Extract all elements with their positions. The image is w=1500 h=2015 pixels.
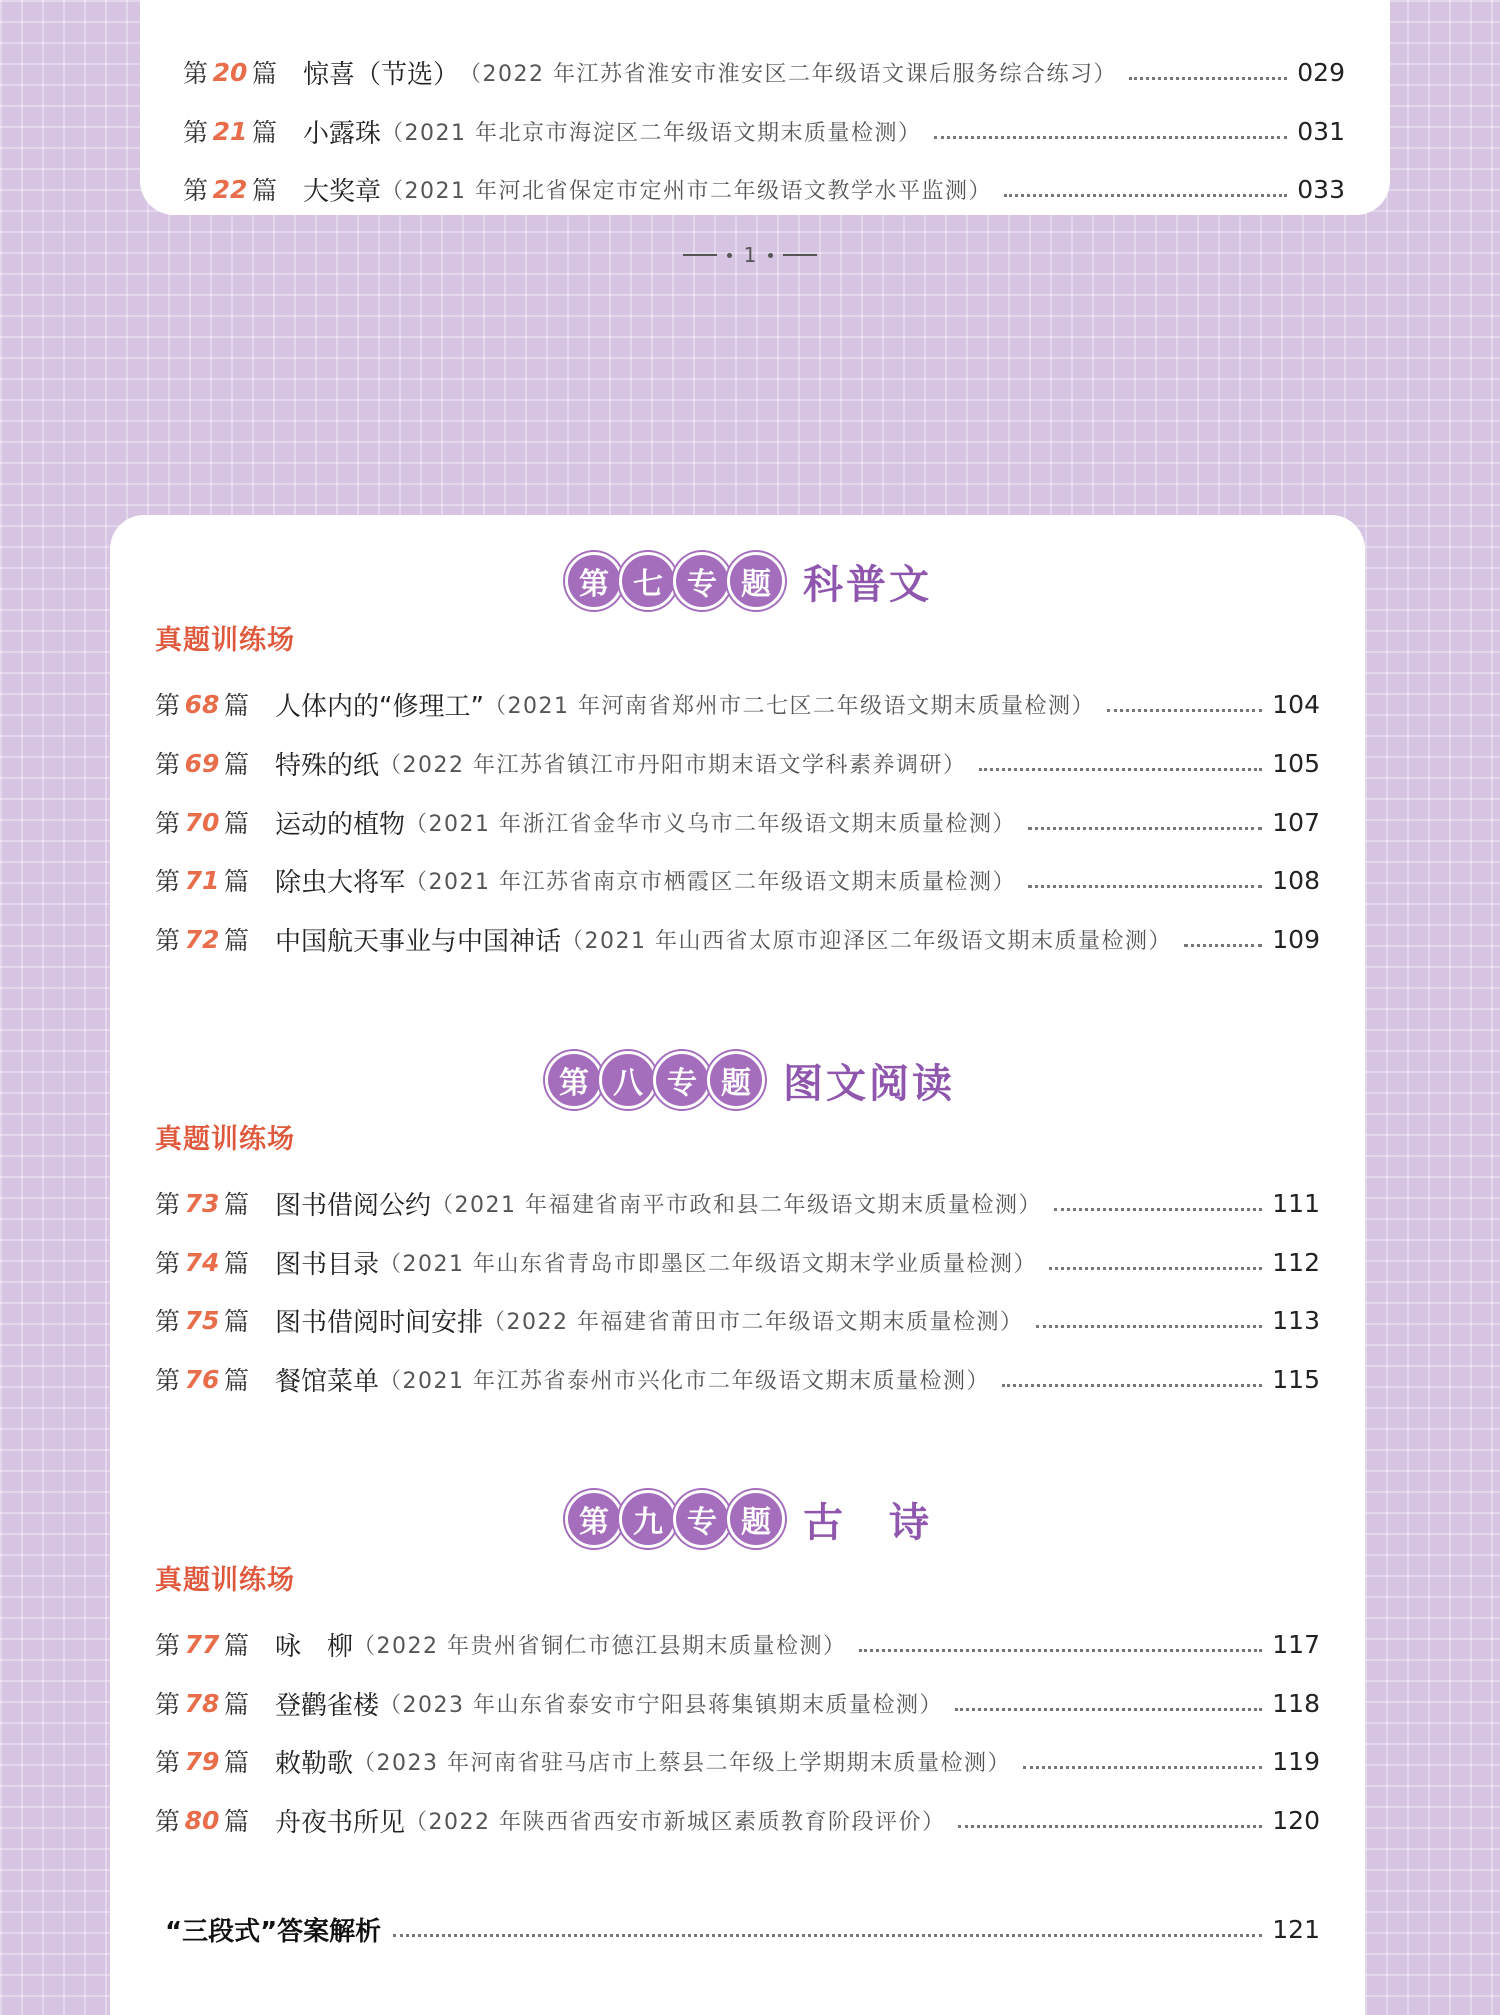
toc-entry[interactable] bbox=[155, 1300, 1320, 1340]
entry-source: （2022 年江苏省淮安市淮安区二年级语文课后服务综合练习） bbox=[459, 61, 1118, 87]
entry-prefix: 第 bbox=[155, 867, 181, 896]
entry-suffix: 篇 bbox=[224, 691, 250, 720]
section-subtitle: 真题训练场 bbox=[155, 625, 295, 656]
entry-source: （2021 年江苏省泰州市兴化市二年级语文期末质量检测） bbox=[379, 1368, 991, 1394]
section-heading bbox=[565, 552, 932, 610]
badge-char: 九 bbox=[619, 1490, 677, 1548]
entry-page: 104 bbox=[1272, 689, 1320, 719]
leader-dots bbox=[1107, 709, 1262, 712]
toc-entry[interactable] bbox=[155, 1683, 1320, 1723]
entry-number: 68 bbox=[184, 689, 220, 719]
entry-suffix: 篇 bbox=[224, 750, 250, 779]
leader-dots bbox=[1028, 885, 1262, 888]
entry-number: 80 bbox=[184, 1805, 220, 1835]
section-badge bbox=[565, 552, 781, 610]
leader-dots bbox=[1129, 77, 1287, 80]
toc-entry[interactable] bbox=[155, 860, 1320, 900]
toc-entry[interactable] bbox=[183, 169, 1345, 209]
entry-prefix: 第 bbox=[155, 1690, 181, 1719]
entry-number: 71 bbox=[184, 865, 220, 895]
entry-prefix: 第 bbox=[155, 750, 181, 779]
entry-suffix: 篇 bbox=[224, 809, 250, 838]
entry-source: （2021 年北京市海淀区二年级语文期末质量检测） bbox=[381, 120, 922, 146]
entry-title: 咏 柳 bbox=[275, 1631, 354, 1662]
entry-title: 餐馆菜单 bbox=[275, 1366, 380, 1397]
entry-page: 115 bbox=[1272, 1364, 1320, 1394]
entry-suffix: 篇 bbox=[224, 1631, 250, 1660]
entry-title: 图书目录 bbox=[275, 1249, 380, 1280]
entry-title: 大奖章 bbox=[303, 176, 382, 207]
toc-entry[interactable] bbox=[183, 52, 1345, 92]
section-title: 科普文 bbox=[803, 561, 932, 608]
toc-entry[interactable] bbox=[155, 1183, 1320, 1223]
entry-page: 120 bbox=[1272, 1805, 1320, 1835]
leader-dots bbox=[859, 1649, 1263, 1652]
answer-entry[interactable] bbox=[165, 1911, 1320, 1948]
entry-number: 21 bbox=[212, 116, 248, 146]
section-badge bbox=[545, 1051, 761, 1109]
entry-source: （2023 年山东省泰安市宁阳县蒋集镇期末质量检测） bbox=[379, 1692, 944, 1718]
entry-page: 119 bbox=[1272, 1746, 1320, 1776]
badge-char: 第 bbox=[565, 1490, 623, 1548]
entry-prefix: 第 bbox=[155, 1190, 181, 1219]
badge-char: 七 bbox=[619, 552, 677, 610]
entry-title: 惊喜（节选） bbox=[303, 59, 460, 90]
entry-title: 中国航天事业与中国神话 bbox=[275, 926, 562, 957]
leader-dots bbox=[1049, 1267, 1262, 1270]
toc-entry[interactable] bbox=[155, 1624, 1320, 1664]
entry-suffix: 篇 bbox=[224, 867, 250, 896]
entry-source: （2022 年福建省莆田市二年级语文期末质量检测） bbox=[483, 1309, 1024, 1335]
divider-dot bbox=[727, 253, 732, 258]
entry-title: 舟夜书所见 bbox=[275, 1807, 406, 1838]
toc-card-main bbox=[110, 515, 1365, 2015]
badge-char: 专 bbox=[653, 1051, 711, 1109]
answer-page: 121 bbox=[1272, 1915, 1320, 1944]
entry-source: （2023 年河南省驻马店市上蔡县二年级上学期期末质量检测） bbox=[353, 1750, 1012, 1776]
entry-prefix: 第 bbox=[155, 1748, 181, 1777]
leader-dots bbox=[934, 136, 1288, 139]
leader-dots bbox=[958, 1825, 1263, 1828]
badge-char: 题 bbox=[727, 1490, 785, 1548]
entry-page: 111 bbox=[1272, 1188, 1320, 1218]
badge-char: 题 bbox=[707, 1051, 765, 1109]
entry-prefix: 第 bbox=[155, 1307, 181, 1336]
divider bbox=[783, 254, 817, 256]
entry-page: 029 bbox=[1297, 57, 1345, 87]
entry-suffix: 篇 bbox=[224, 1366, 250, 1395]
entry-number: 77 bbox=[184, 1629, 220, 1659]
entry-prefix: 第 bbox=[155, 1807, 181, 1836]
leader-dots bbox=[1028, 827, 1262, 830]
entry-source: （2021 年山东省青岛市即墨区二年级语文期末学业质量检测） bbox=[379, 1251, 1038, 1277]
entry-source: （2021 年江苏省南京市栖霞区二年级语文期末质量检测） bbox=[405, 869, 1017, 895]
entry-source: （2022 年贵州省铜仁市德江县期末质量检测） bbox=[353, 1633, 847, 1659]
section-title: 古 诗 bbox=[803, 1499, 932, 1546]
leader-dots bbox=[1023, 1766, 1262, 1769]
entry-number: 74 bbox=[184, 1247, 220, 1277]
toc-entry[interactable] bbox=[155, 1741, 1320, 1781]
section-heading bbox=[545, 1051, 955, 1109]
answer-label: “三段式”答案解析 bbox=[165, 1917, 382, 1947]
entry-source: （2022 年江苏省镇江市丹阳市期末语文学科素养调研） bbox=[379, 752, 967, 778]
section-subtitle: 真题训练场 bbox=[155, 1124, 295, 1155]
leader-dots bbox=[1004, 194, 1287, 197]
entry-number: 75 bbox=[184, 1305, 220, 1335]
leader-dots bbox=[393, 1934, 1262, 1937]
entry-page: 033 bbox=[1297, 174, 1345, 204]
entry-title: 运动的植物 bbox=[275, 809, 406, 840]
entry-number: 69 bbox=[184, 748, 220, 778]
entry-source: （2021 年河南省郑州市二七区二年级语文期末质量检测） bbox=[483, 693, 1095, 719]
entry-prefix: 第 bbox=[155, 926, 181, 955]
entry-page: 105 bbox=[1272, 748, 1320, 778]
entry-title: 登鹳雀楼 bbox=[275, 1690, 380, 1721]
entry-source: （2021 年山西省太原市迎泽区二年级语文期末质量检测） bbox=[561, 928, 1173, 954]
entry-title: 图书借阅时间安排 bbox=[275, 1307, 484, 1338]
entry-prefix: 第 bbox=[155, 1631, 181, 1660]
section-title: 图文阅读 bbox=[783, 1060, 955, 1107]
entry-page: 108 bbox=[1272, 865, 1320, 895]
entry-title: 敕勒歌 bbox=[275, 1748, 354, 1779]
page-number bbox=[0, 243, 1500, 267]
entry-prefix: 第 bbox=[183, 118, 209, 147]
badge-char: 专 bbox=[673, 552, 731, 610]
section-subtitle: 真题训练场 bbox=[155, 1565, 295, 1596]
badge-char: 专 bbox=[673, 1490, 731, 1548]
toc-entry[interactable] bbox=[155, 1242, 1320, 1282]
divider bbox=[683, 254, 717, 256]
toc-entry[interactable] bbox=[155, 1800, 1320, 1840]
badge-char: 题 bbox=[727, 552, 785, 610]
entry-page: 112 bbox=[1272, 1247, 1320, 1277]
entry-suffix: 篇 bbox=[224, 1807, 250, 1836]
entry-prefix: 第 bbox=[155, 1366, 181, 1395]
entry-page: 117 bbox=[1272, 1629, 1320, 1659]
entry-suffix: 篇 bbox=[252, 118, 278, 147]
leader-dots bbox=[1054, 1208, 1262, 1211]
leader-dots bbox=[955, 1708, 1262, 1711]
entry-page: 109 bbox=[1272, 924, 1320, 954]
entry-source: （2021 年河北省保定市定州市二年级语文教学水平监测） bbox=[381, 178, 993, 204]
entry-source: （2022 年陕西省西安市新城区素质教育阶段评价） bbox=[405, 1809, 946, 1835]
leader-dots bbox=[979, 768, 1263, 771]
entry-suffix: 篇 bbox=[252, 176, 278, 205]
section-badge bbox=[565, 1490, 781, 1548]
entry-title: 除虫大将军 bbox=[275, 867, 406, 898]
badge-char: 第 bbox=[545, 1051, 603, 1109]
entry-suffix: 篇 bbox=[224, 1190, 250, 1219]
entry-prefix: 第 bbox=[155, 809, 181, 838]
entry-title: 图书借阅公约 bbox=[275, 1190, 432, 1221]
toc-entry[interactable] bbox=[155, 802, 1320, 842]
entry-number: 76 bbox=[184, 1364, 220, 1394]
entry-page: 118 bbox=[1272, 1688, 1320, 1718]
page-number-text: 1 bbox=[743, 243, 757, 267]
entry-page: 107 bbox=[1272, 807, 1320, 837]
entry-title: 特殊的纸 bbox=[275, 750, 380, 781]
toc-entry[interactable] bbox=[183, 111, 1345, 151]
entry-suffix: 篇 bbox=[224, 926, 250, 955]
entry-prefix: 第 bbox=[183, 59, 209, 88]
entry-number: 73 bbox=[184, 1188, 220, 1218]
toc-card-top bbox=[140, 0, 1390, 215]
entry-suffix: 篇 bbox=[224, 1748, 250, 1777]
toc-entry[interactable] bbox=[155, 919, 1320, 959]
entry-title: 小露珠 bbox=[303, 118, 382, 149]
section-heading bbox=[565, 1490, 932, 1548]
entry-page: 031 bbox=[1297, 116, 1345, 146]
entry-prefix: 第 bbox=[183, 176, 209, 205]
entry-prefix: 第 bbox=[155, 691, 181, 720]
entry-page: 113 bbox=[1272, 1305, 1320, 1335]
badge-char: 八 bbox=[599, 1051, 657, 1109]
toc-entry[interactable] bbox=[155, 743, 1320, 783]
entry-source: （2021 年福建省南平市政和县二年级语文期末质量检测） bbox=[431, 1192, 1043, 1218]
leader-dots bbox=[1036, 1325, 1263, 1328]
entry-number: 79 bbox=[184, 1746, 220, 1776]
entry-prefix: 第 bbox=[155, 1249, 181, 1278]
toc-entry[interactable] bbox=[155, 1359, 1320, 1399]
entry-suffix: 篇 bbox=[224, 1249, 250, 1278]
badge-char: 第 bbox=[565, 552, 623, 610]
leader-dots bbox=[1184, 944, 1262, 947]
entry-suffix: 篇 bbox=[224, 1690, 250, 1719]
entry-suffix: 篇 bbox=[224, 1307, 250, 1336]
entry-source: （2021 年浙江省金华市义乌市二年级语文期末质量检测） bbox=[405, 811, 1017, 837]
entry-number: 78 bbox=[184, 1688, 220, 1718]
entry-suffix: 篇 bbox=[252, 59, 278, 88]
entry-number: 70 bbox=[184, 807, 220, 837]
divider-dot bbox=[768, 253, 773, 258]
toc-entry[interactable] bbox=[155, 684, 1320, 724]
leader-dots bbox=[1002, 1384, 1262, 1387]
entry-title: 人体内的“修理工” bbox=[275, 691, 484, 722]
entry-number: 20 bbox=[212, 57, 248, 87]
entry-number: 22 bbox=[212, 174, 248, 204]
entry-number: 72 bbox=[184, 924, 220, 954]
